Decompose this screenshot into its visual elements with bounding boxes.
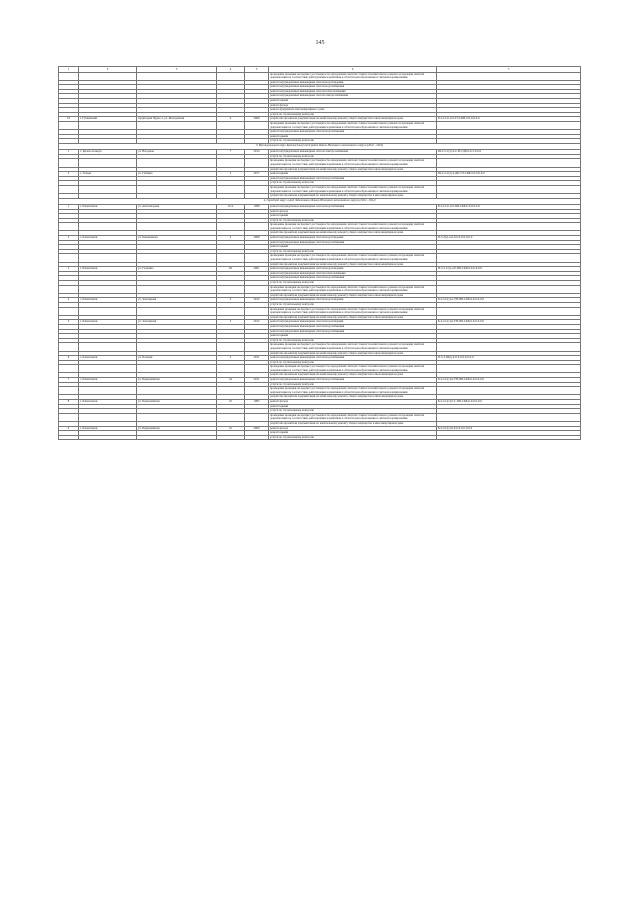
settlement: г. Лабытнанги	[79, 298, 137, 303]
work-type: услуги по строительному контролю	[269, 139, 437, 144]
column-header: 7	[437, 67, 581, 73]
work-type: ремонт крыши	[269, 134, 437, 139]
work-row	[59, 435, 581, 440]
row-number: 19	[59, 117, 79, 122]
column-header: 6	[269, 67, 437, 73]
work-type: услуги по строительному контролю	[269, 338, 437, 343]
address: ул. Первомайская	[137, 378, 217, 383]
year	[245, 285, 269, 293]
row-number	[59, 223, 79, 231]
work-type: ремонт крыши	[269, 172, 437, 177]
work-type: разработка проектной документации на капитальному ремонту общего имущества в многоквартирном доме	[269, 262, 437, 267]
work-row	[59, 387, 581, 395]
work-type: ремонт внутридомовых инженерных систем водоснабжения	[269, 378, 437, 383]
work-type: ремонт внутридомовых инженерных систем теплоснабжения	[269, 271, 437, 276]
work-type: услуги по строительному контролю	[269, 302, 437, 307]
year	[245, 254, 269, 262]
year	[245, 435, 269, 440]
house-code	[437, 122, 581, 130]
house-code: Б-5-4-С(т)-0-0-0-0-0-0-0-0-0	[437, 426, 581, 431]
work-type: ремонт фасада	[269, 209, 437, 214]
settlement	[79, 159, 137, 167]
settlement	[79, 122, 137, 130]
address: ул. Губкина	[137, 172, 217, 177]
house-number: 25	[217, 400, 245, 405]
work-row	[59, 254, 581, 262]
work-type: ремонт крыши	[269, 404, 437, 409]
address	[137, 72, 217, 80]
settlement	[79, 413, 137, 421]
work-type: услуги по строительному контролю	[269, 360, 437, 365]
settlement: г. Лабытнанги	[79, 236, 137, 241]
work-type: ремонт внутридомовых инженерных систем водоотведения	[269, 320, 437, 325]
settlement: с. Красноселькуп	[79, 150, 137, 155]
work-type: ремонт фасада	[269, 426, 437, 431]
year	[245, 413, 269, 421]
work-type: ремонт внутридомовых инженерных систем водоотведения	[269, 80, 437, 85]
work-type: проведение проверки на предмет достоверности определения сметной стоимости капитального ремонта и проверки сметной документации на соответствие действующим нормативам в области ценообразования в сметном нормировании	[269, 185, 437, 193]
work-type: ремонт крыши	[269, 334, 437, 339]
work-row	[59, 159, 581, 167]
work-row	[59, 223, 581, 231]
year: 2008	[245, 236, 269, 241]
work-row	[59, 413, 581, 421]
row-number	[59, 307, 79, 315]
row-number	[59, 159, 79, 167]
house-number: 41	[217, 426, 245, 431]
capital-repair-table	[58, 66, 580, 440]
work-type: ремонт фасада	[269, 400, 437, 405]
work-type: разработка проектной документации на капитальному ремонту общего имущества в многоквартирном доме	[269, 351, 437, 356]
year: 1998	[245, 204, 269, 209]
row-number: 5	[59, 320, 79, 325]
work-row	[59, 122, 581, 130]
house-code	[437, 185, 581, 193]
house-code: Ш-2-2-С(т)-п-ДК-ТЭ-СКБ-0-0-0-0-0-0	[437, 172, 581, 177]
house-code	[437, 387, 581, 395]
year: 2011	[245, 356, 269, 361]
column-header: 2	[79, 67, 137, 73]
house-code: Б-2-2-Сп-п-0-ТЭ-СКВ-0-0-0-0-0-0	[437, 117, 581, 122]
address	[137, 223, 217, 231]
year	[245, 343, 269, 351]
year: 2008	[245, 117, 269, 122]
house-number: 4	[217, 117, 245, 122]
address: ул. Гагарина	[137, 267, 217, 272]
house-number	[217, 122, 245, 130]
row-number	[59, 122, 79, 130]
work-type: ремонт крыши	[269, 214, 437, 219]
work-type: ремонт внутридомовых инженерных систем теплоснабжения	[269, 89, 437, 94]
work-type: услуги по строительному контролю	[269, 249, 437, 254]
address: ул. Нагорная	[137, 150, 217, 155]
settlement: г. Лабытнанги	[79, 267, 137, 272]
work-type: разработка проектной документации на капитальному ремонту общего имущества в многоквартирном доме	[269, 395, 437, 400]
settlement	[79, 307, 137, 315]
address	[137, 413, 217, 421]
work-row	[59, 185, 581, 193]
address	[137, 285, 217, 293]
work-type: проведение проверки на предмет достоверности определения сметной стоимости капитального ремонта и проверки сметной документации на соответствие действующим нормативам в области ценообразования в сметном нормировании	[269, 413, 437, 421]
work-type: ремонт внутридомовых инженерных систем водоснабжения	[269, 176, 437, 181]
house-code: Б-3-3-С(т)-п-УВ-ПП-СКБ-0-0-0-0-0-0	[437, 298, 581, 303]
row-number	[59, 387, 79, 395]
work-type: проведение проверки на предмет достоверности определения сметной стоимости капитального ремонта и проверки сметной документации на соответствие действующим нормативам в области ценообразования в сметном нормировании	[269, 122, 437, 130]
house-code: П-3-2-С(т)-п-0-ПП-СКБ-0-0-0-0-0-0	[437, 267, 581, 272]
work-type: проведение проверки на предмет достоверности определения сметной стоимости капитального ремонта и проверки сметной документации на соответствие действующим нормативам в области ценообразования в сметном нормировании	[269, 307, 437, 315]
house-code: Б-2-2-Сп-п-0-ПП-СКБ-0-0-0-0-0-0	[437, 204, 581, 209]
settlement	[79, 254, 137, 262]
address	[137, 365, 217, 373]
house-number: 2	[217, 172, 245, 177]
year: 2017	[245, 172, 269, 177]
house-number	[217, 254, 245, 262]
house-code: Б-3-4-С(т)-0-УВ-ПП-СКБ-0-0-0-0-0-0	[437, 320, 581, 325]
address	[137, 307, 217, 315]
work-type: ремонт внутридомовых инженерных систем водоснабжения	[269, 204, 437, 209]
work-type: ремонт внутридомовых инженерных систем водоотведения	[269, 298, 437, 303]
address	[137, 254, 217, 262]
year: 2001	[245, 267, 269, 272]
work-type: услуги по строительному контролю	[269, 218, 437, 223]
year	[245, 72, 269, 80]
row-number	[59, 185, 79, 193]
row-number: 9	[59, 426, 79, 431]
work-row	[59, 285, 581, 293]
house-number	[217, 307, 245, 315]
work-type: проведение проверки на предмет достоверности определения сметной стоимости капитального ремонта и проверки сметной документации на соответствие действующим нормативам в области ценообразования в сметном нормировании	[269, 223, 437, 231]
row-number	[59, 343, 79, 351]
address: ул. Автозаводная	[137, 204, 217, 209]
work-type: проведение проверки на предмет достоверности определения сметной стоимости капитального ремонта и проверки сметной документации на соответствие действующим нормативам в области ценообразования в сметном нормировании	[269, 387, 437, 395]
work-row	[59, 365, 581, 373]
house-number	[217, 223, 245, 231]
work-type: ремонт внутридомовых инженерных систем электроснабжения	[269, 150, 437, 155]
settlement: г. Лабытнанги	[79, 320, 137, 325]
work-type: ремонт внутридомовых инженерных систем водоотведения	[269, 267, 437, 272]
row-number	[59, 72, 79, 80]
work-type: услуги по строительному контролю	[269, 409, 437, 414]
house-number: 7	[217, 150, 245, 155]
settlement: г. Лабытнанги	[79, 400, 137, 405]
work-type: разработка проектной документации на капитальному ремонту общего имущества в многоквартирном доме	[269, 315, 437, 320]
settlement: г. Лабытнанги	[79, 204, 137, 209]
house-code	[437, 223, 581, 231]
work-type: услуги по строительному контролю	[269, 281, 437, 286]
settlement: г. Губкинский	[79, 117, 137, 122]
house-number	[217, 285, 245, 293]
house-code	[437, 365, 581, 373]
row-number: 4	[59, 298, 79, 303]
house-code	[437, 343, 581, 351]
row-number	[59, 435, 79, 440]
work-type: разработка проектной документации по капитальному ремонту общего имущества в многоквартирном доме	[269, 422, 437, 427]
house-number: 5	[217, 320, 245, 325]
house-number	[217, 72, 245, 80]
year	[245, 307, 269, 315]
row-number: 6	[59, 356, 79, 361]
year: 1985	[245, 400, 269, 405]
row-number: 2	[59, 172, 79, 177]
work-type: разработка проектной документации на капитальному ремонту общего имущества в многоквартирном доме	[269, 293, 437, 298]
year: 2012	[245, 320, 269, 325]
work-type: ремонт крыши	[269, 431, 437, 436]
year	[245, 223, 269, 231]
row-number: 1	[59, 150, 79, 155]
work-type: разработка проектной документации по капитальному ремонту общего имущества в многоквартирном доме	[269, 194, 437, 199]
house-code: П-3-3(т)-п-0-0-0-0-0-0-0-0-0	[437, 236, 581, 241]
address: ул. Заполярная	[137, 320, 217, 325]
house-code: Б-3-4-С(т)-0-УВ-ПП-СКБ-0-0-0-0-0-0	[437, 378, 581, 383]
work-type: ремонт внутридомовых инженерных систем водоснабжения	[269, 324, 437, 329]
section-title: 4. Городской округ город Лабытнанги Ямало-Ненецкого автономного округа (2022 - 2024)	[59, 198, 581, 204]
work-type: ремонт фасада	[269, 103, 437, 108]
house-number	[217, 343, 245, 351]
house-number: 4	[217, 236, 245, 241]
house-code	[437, 413, 581, 421]
row-number	[59, 285, 79, 293]
house-code: Б-5-4-С(т)-0-С-ПП-СКБ-0-0-0-0-0-0	[437, 400, 581, 405]
address	[137, 387, 217, 395]
work-type: проведение проверки на предмет достоверности определения сметной стоимости капитального ремонта и проверки сметной документации на соответствие действующим нормативам в области ценообразования в сметном нормировании	[269, 343, 437, 351]
work-type: ремонт крыши	[269, 99, 437, 104]
work-type: проведение проверки на предмет достоверности определения сметной стоимости капитального ремонта и проверки сметной документации на соответствие действующим нормативам в области ценообразования в сметном нормировании	[269, 365, 437, 373]
settlement	[79, 185, 137, 193]
row-number: 1	[59, 204, 79, 209]
year	[245, 159, 269, 167]
settlement	[79, 365, 137, 373]
house-code: П-3-3-Ш(т)-0-0-0-0-0-0-0-0-0	[437, 356, 581, 361]
column-header: 1	[59, 67, 79, 73]
house-number: 3	[217, 356, 245, 361]
house-code	[437, 72, 581, 80]
work-row	[59, 343, 581, 351]
row-number: 7	[59, 378, 79, 383]
house-number: 3	[217, 298, 245, 303]
house-number: 24	[217, 378, 245, 383]
year	[245, 122, 269, 130]
address: ул. Бованенкова	[137, 236, 217, 241]
house-code	[437, 307, 581, 315]
house-number	[217, 159, 245, 167]
column-header: 4	[217, 67, 245, 73]
work-type: услуги по строительному контролю	[269, 382, 437, 387]
year	[245, 365, 269, 373]
house-number: 26	[217, 267, 245, 272]
address	[137, 185, 217, 193]
work-type: услуги по строительному контролю	[269, 154, 437, 159]
work-type: ремонт внутридомовых инженерных систем водоснабжения	[269, 130, 437, 135]
house-code	[437, 254, 581, 262]
settlement	[79, 285, 137, 293]
year: 2011	[245, 378, 269, 383]
settlement	[79, 72, 137, 80]
column-header: 3	[137, 67, 217, 73]
house-number: 10 А	[217, 204, 245, 209]
house-code	[437, 435, 581, 440]
house-number	[217, 185, 245, 193]
section-title: 3. Муниципальный округ Красноселькупский район Ямало-Ненецкого автономного округа (2022 - 2024)	[59, 144, 581, 150]
settlement: г. Лабытнанги	[79, 426, 137, 431]
address: ул. Заполярная	[137, 298, 217, 303]
address	[137, 435, 217, 440]
year: 2014	[245, 150, 269, 155]
work-row	[59, 72, 581, 80]
work-type: ремонт внутридомовых инженерных систем водоотведения	[269, 236, 437, 241]
year: 2012	[245, 298, 269, 303]
year: 2009	[245, 426, 269, 431]
house-code: Ш-2-5-С(т)-п-С-Н-СДБ-0-0-5-0-0-0	[437, 150, 581, 155]
settlement: с. Толька	[79, 172, 137, 177]
address: ул. Первомайская	[137, 426, 217, 431]
house-number	[217, 413, 245, 421]
address: ул. Полевая	[137, 356, 217, 361]
settlement: г. Лабытнанги	[79, 356, 137, 361]
address	[137, 159, 217, 167]
work-type: проведение проверки на предмет достоверности определения сметной стоимости капитального ремонта и проверки сметной документации на соответствие действующим нормативам в области ценообразования в сметном нормировании	[269, 254, 437, 262]
house-code	[437, 159, 581, 167]
page-number: 145	[315, 40, 325, 46]
settlement	[79, 223, 137, 231]
work-type: разработка проектной документации на капитальному ремонту общего имущества в многоквартирном доме	[269, 117, 437, 122]
work-type: ремонт внутридомовых инженерных систем водоснабжения	[269, 240, 437, 245]
work-type: разработка проектной документации на капитальному ремонту общего имущества в многоквартирном доме	[269, 373, 437, 378]
work-type: ремонт внутридомовых инженерных систем электроснабжения	[269, 94, 437, 99]
work-type: услуги по строительному контролю	[269, 181, 437, 186]
work-type: проведение проверки на предмет достоверности определения сметной стоимости капитального ремонта и проверки сметной документации на соответствие действующим нормативам в области ценообразования в сметном нормировании	[269, 285, 437, 293]
work-type: разработка проектной документации на капитальному ремонту общего имущества в многоквартирном доме	[269, 231, 437, 236]
year	[245, 185, 269, 193]
work-type: ремонт внутридомовых инженерных систем водоснабжения	[269, 329, 437, 334]
row-number	[59, 254, 79, 262]
work-type: проведение проверки на предмет достоверности определения сметной стоимости капитального ремонта и проверки сметной документации на соответствие действующим нормативам в области ценообразования в сметном нормировании	[269, 159, 437, 167]
settlement	[79, 387, 137, 395]
work-type: ремонт внутридомовых инженерных систем водоснабжения	[269, 85, 437, 90]
work-type: разработка проектной документации на капитальному ремонту общего имущества в многоквартирном доме	[269, 167, 437, 172]
year	[245, 387, 269, 395]
house-number	[217, 435, 245, 440]
house-code	[437, 285, 581, 293]
work-type: услуги по строительному контролю	[269, 435, 437, 440]
work-type: проведение проверки на предмет достоверности определения сметной стоимости капитального ремонта и проверки сметной документации на соответствие действующим нормативам в области ценообразования в сметном нормировании	[269, 72, 437, 80]
row-number: 3	[59, 267, 79, 272]
settlement	[79, 435, 137, 440]
row-number: 2	[59, 236, 79, 241]
address	[137, 122, 217, 130]
work-type: ремонт внутридомовых инженерных систем водоснабжения	[269, 356, 437, 361]
column-header: 5	[245, 67, 269, 73]
work-row	[59, 307, 581, 315]
work-type: услуги по строительному контролю	[269, 112, 437, 117]
row-number	[59, 413, 79, 421]
settlement: г. Лабытнанги	[79, 378, 137, 383]
work-type: ремонт фундамента многоквартирного дома	[269, 108, 437, 113]
house-number	[217, 365, 245, 373]
address: территория Пурпе-1, ул. Молодежная	[137, 117, 217, 122]
row-number	[59, 365, 79, 373]
work-type: ремонт крыши	[269, 245, 437, 250]
address: ул. Первомайская	[137, 400, 217, 405]
row-number: 8	[59, 400, 79, 405]
work-type: ремонт внутридомовых инженерных систем водоснабжения	[269, 276, 437, 281]
settlement	[79, 343, 137, 351]
house-number	[217, 387, 245, 395]
address	[137, 343, 217, 351]
